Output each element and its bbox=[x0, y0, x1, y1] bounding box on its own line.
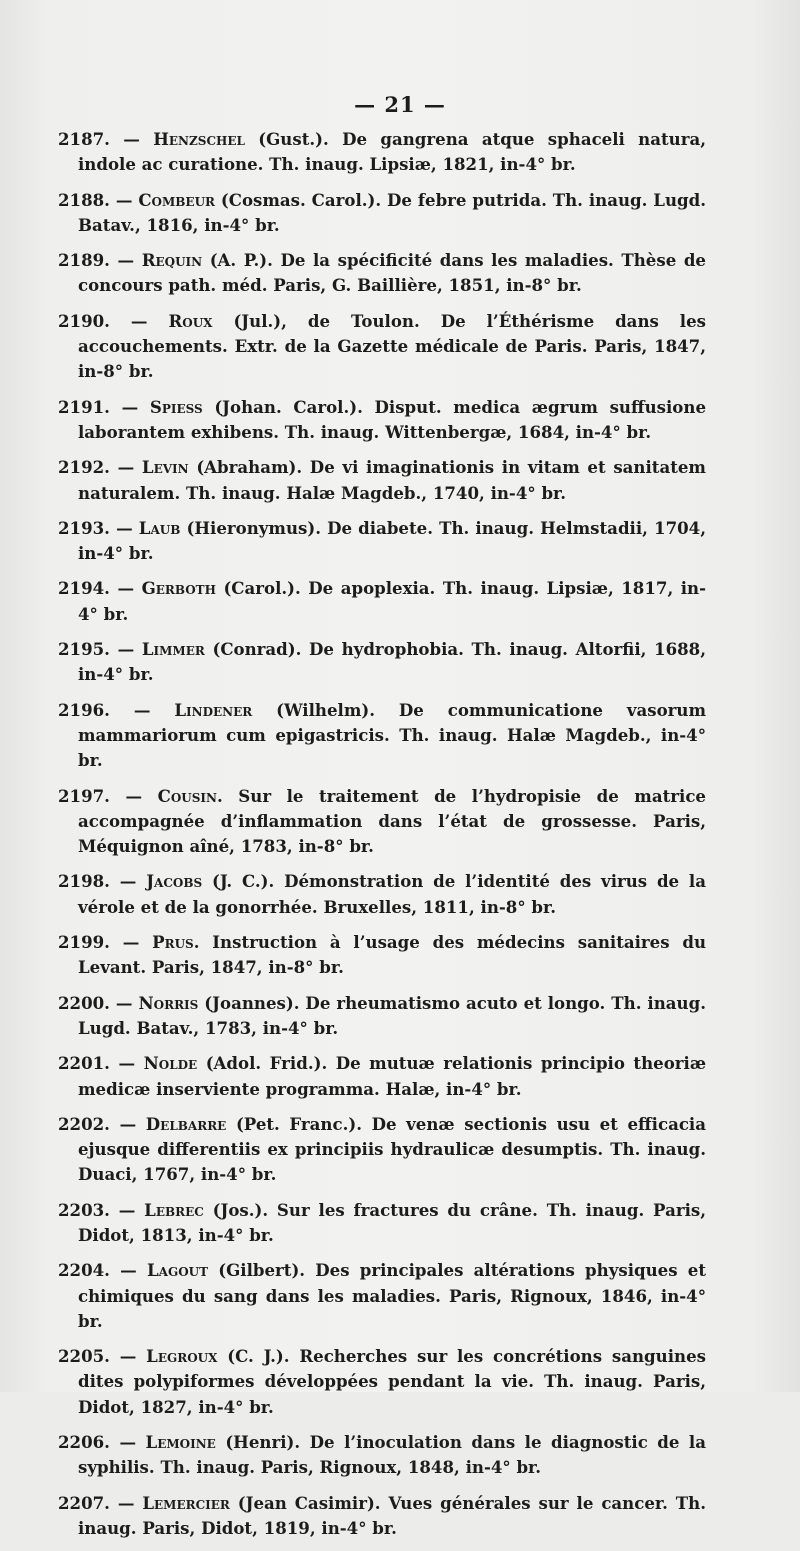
entry-text: (Gilbert). Des principales altérations physiques et chimiques du sang dans les maladies. Paris, Rignoux, 1846, in-4° br. bbox=[78, 1260, 706, 1331]
entry-number: 2206. — bbox=[58, 1432, 137, 1453]
entry-number: 2200. — bbox=[58, 992, 133, 1013]
entry-text: (Gust.). De gangrena atque sphaceli natura, indole ac curatione. Th. inaug. Lipsiæ, 1821, in-4° br. bbox=[78, 129, 706, 175]
entry-author: Legroux bbox=[146, 1346, 218, 1367]
entry-text: (Adol. Frid.). De mutuæ relationis principio theoriæ medicæ inserviente programma. Halæ, in-4° br. bbox=[78, 1053, 707, 1099]
entry-number: 2194. — bbox=[58, 578, 135, 599]
entry-number: 2193. — bbox=[58, 517, 133, 538]
entry-text: (Jul.), de Toulon. De l’Éthérisme dans les accouchements. Extr. de la Gazette médicale de Paris. Paris, 1847, in-8° br. bbox=[78, 310, 706, 382]
entry-author: Delbarre bbox=[145, 1113, 227, 1134]
bibliography-list bbox=[58, 127, 706, 1551]
entry-text: . Instruction à l’usage des médecins sanitaires du Levant. Paris, 1847, in-8° br. bbox=[78, 932, 707, 978]
entry-number: 2201. — bbox=[58, 1053, 136, 1074]
entry-text: (A. P.). De la spécificité dans les maladies. Thèse de concours path. méd. Paris, G. Baillière, 1851, in-8° br. bbox=[78, 250, 706, 296]
bibliography-entry bbox=[58, 395, 706, 446]
entry-text: (Henri). De l’inoculation dans le diagnostic de la syphilis. Th. inaug. Paris, Rignoux, 1848, in-4° br. bbox=[78, 1432, 706, 1478]
entry-text: (Wilhelm). De communicatione vasorum mammariorum cum epigastricis. Th. inaug. Halæ Magdeb., in-4° br. bbox=[78, 699, 706, 771]
bibliography-entry bbox=[58, 698, 706, 774]
entry-text: (Hieronymus). De diabete. Th. inaug. Helmstadii, 1704, in-4° br. bbox=[78, 517, 706, 564]
entry-text: (C. J.). Recherches sur les concrétions sanguines dites polypiformes développées pendant la vie. Th. inaug. Paris, Didot, 1827, in-4° br. bbox=[78, 1346, 706, 1417]
entry-author: Prus bbox=[152, 932, 194, 953]
bibliography-entry bbox=[58, 784, 706, 860]
entry-number: 2207. — bbox=[58, 1492, 135, 1513]
bibliography-entry bbox=[58, 1112, 706, 1188]
entry-text: (Abraham). De vi imaginationis in vitam et sanitatem naturalem. Th. inaug. Halæ Magdeb., 1740, in-4° br. bbox=[78, 457, 706, 503]
entry-number: 2192. — bbox=[58, 457, 135, 478]
entry-author: Levin bbox=[141, 457, 189, 478]
entry-number: 2202. — bbox=[58, 1113, 137, 1134]
entry-author: Spiess bbox=[149, 396, 203, 417]
entry-author: Lebrec bbox=[144, 1199, 204, 1220]
page-number: — 21 — bbox=[354, 92, 446, 117]
entry-author: Roux bbox=[168, 310, 213, 331]
bibliography-entry bbox=[58, 127, 706, 178]
entry-author: Lemoine bbox=[145, 1432, 216, 1453]
entry-number: 2196. — bbox=[58, 699, 151, 720]
entry-author: Requin bbox=[141, 250, 203, 271]
entry-number: 2205. — bbox=[58, 1346, 137, 1367]
entry-number: 2188. — bbox=[58, 189, 133, 210]
entry-number: 2189. — bbox=[58, 250, 135, 271]
entry-author: Lemercier bbox=[142, 1492, 230, 1513]
bibliography-entry bbox=[58, 516, 706, 567]
entry-number: 2191. — bbox=[58, 396, 139, 417]
bibliography-entry bbox=[58, 1491, 706, 1542]
bibliography-entry bbox=[58, 930, 706, 981]
entry-text: (J. C.). Démonstration de l’identité des virus de la vérole et de la gonorrhée. Bruxelles, 1811, in-8° br. bbox=[78, 871, 706, 917]
bibliography-entry bbox=[58, 1051, 706, 1102]
entry-author: Lagout bbox=[146, 1260, 209, 1281]
entry-author: Nolde bbox=[143, 1053, 198, 1074]
entry-author: Norris bbox=[138, 992, 199, 1013]
entry-author: Laub bbox=[138, 517, 181, 538]
entry-number: 2199. — bbox=[58, 932, 140, 953]
bibliography-entry bbox=[58, 576, 706, 627]
bibliography-entry bbox=[58, 991, 706, 1042]
entry-text: (Conrad). De hydrophobia. Th. inaug. Altorfii, 1688, in-4° br. bbox=[78, 639, 706, 685]
bibliography-entry bbox=[58, 1430, 706, 1481]
entry-text: . Sur le traitement de l’hydropisie de matrice accompagnée d’inflammation dans l’état de grossesse. Paris, Méquignon aîné, 1783, in-8° br. bbox=[78, 785, 706, 857]
entry-text: (Pet. Franc.). De venæ sectionis usu et efficacia ejusque differentiis ex principiis hydraulicæ desumptis. Th. inaug. Duaci, 1767, in-4° br. bbox=[78, 1113, 706, 1185]
entry-number: 2197. — bbox=[58, 785, 143, 806]
bibliography-entry bbox=[58, 869, 706, 920]
entry-author: Cousin bbox=[157, 785, 217, 806]
bibliography-entry bbox=[58, 1344, 706, 1420]
entry-number: 2195. — bbox=[58, 639, 135, 660]
entry-number: 2190. — bbox=[58, 310, 148, 331]
entry-text: (Joannes). De rheumatismo acuto et longo. Th. inaug. Lugd. Batav., 1783, in-4° br. bbox=[78, 992, 706, 1038]
bibliography-entry bbox=[58, 1258, 706, 1334]
entry-text: (Jean Casimir). Vues générales sur le cancer. Th. inaug. Paris, Didot, 1819, in-4° br. bbox=[78, 1492, 706, 1538]
entry-text: (Carol.). De apoplexia. Th. inaug. Lipsiæ, 1817, in-4° br. bbox=[78, 578, 706, 624]
entry-author: Lindener bbox=[174, 699, 253, 720]
bibliography-entry bbox=[58, 1198, 706, 1249]
entry-text: (Johan. Carol.). Disput. medica ægrum suffusione laborantem exhibens. Th. inaug. Wittenbergæ, 1684, in-4° br. bbox=[78, 396, 706, 442]
entry-author: Henzschel bbox=[153, 129, 245, 149]
entry-author: Limmer bbox=[141, 639, 205, 660]
bibliography-entry bbox=[58, 248, 706, 299]
bibliography-entry bbox=[58, 309, 706, 385]
bibliography-entry bbox=[58, 455, 706, 506]
entry-author: Gerboth bbox=[141, 578, 216, 599]
entry-text: (Cosmas. Carol.). De febre putrida. Th. inaug. Lugd. Batav., 1816, in-4° br. bbox=[78, 189, 706, 235]
entry-author: Jacobs bbox=[146, 871, 203, 892]
entry-number: 2204. — bbox=[58, 1260, 137, 1281]
bibliography-entry bbox=[58, 188, 706, 239]
entry-number: 2203. — bbox=[58, 1199, 136, 1220]
entry-number: 2198. — bbox=[58, 871, 137, 892]
entry-author: Combeur bbox=[138, 189, 216, 210]
entry-number: 2187. — bbox=[58, 129, 140, 149]
bibliography-entry bbox=[58, 637, 706, 688]
entry-text: (Jos.). Sur les fractures du crâne. Th. inaug. Paris, Didot, 1813, in-4° br. bbox=[78, 1199, 706, 1245]
